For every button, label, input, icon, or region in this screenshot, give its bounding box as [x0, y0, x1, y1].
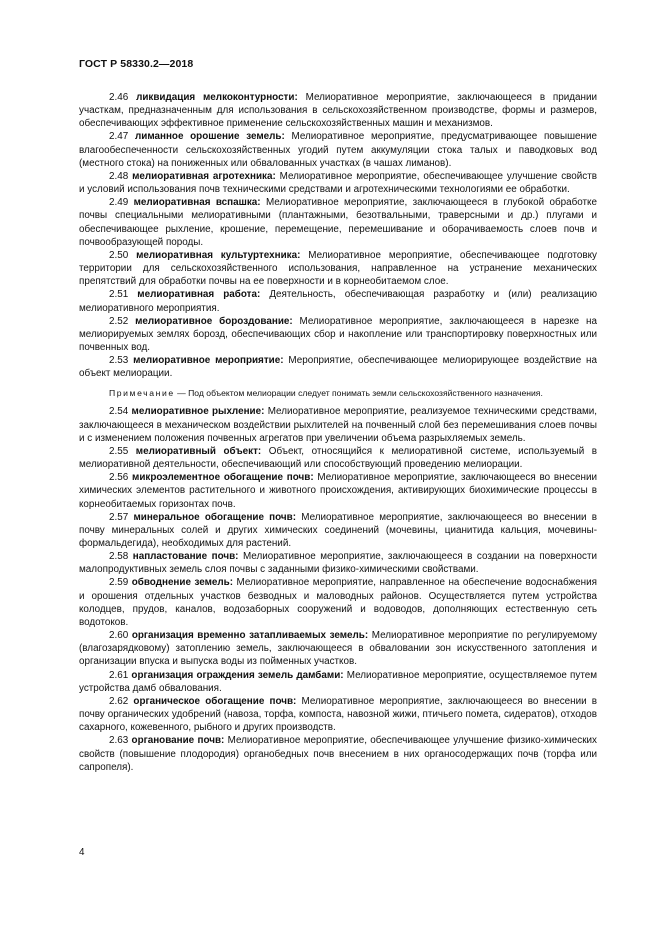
term-definition: Мелиоративное мероприятие по регулируемому (влагозарядковому) затоплению земель, заключающееся в обваловании зон искусственного затопления и организации впуска и выпуска воды из пойменных участков.: [79, 630, 598, 668]
term-name: микроэлементное обогащение почв:: [132, 472, 314, 484]
term-definition: Мелиоративное мероприятие, заключающееся в создании на поверхности малопродуктивных земель слоя почвы с заданными физико-химическими свойствами.: [79, 551, 598, 576]
term-definition: Мелиоративное мероприятие, заключающееся во внесении в почву органических удобрений (навоза, торфа, компоста, навозной жижи, птичьего помета, сидератов), отходов сахарного, кожевенного, рыбного и других производств.: [79, 695, 598, 734]
term-number: 2.50: [109, 249, 129, 261]
term-number: 2.46: [109, 92, 129, 103]
term-name: мелиоративное рыхление:: [131, 406, 265, 418]
term-definition: Мелиоративное мероприятие, заключающееся в глубокой обработке почвы специальными мелиоративными (плантажными, безотвальными, траверсными и др.) плугами и обеспечивающее рыхление, крошение, перемещение, перемешивание и оборачиваемость слоев почв и почвообразующей породы.: [79, 197, 597, 248]
term-name: органическое обогащение почв:: [133, 695, 297, 707]
term-name: мелиоративная агротехника:: [132, 170, 276, 182]
term-definition: Мелиоративное мероприятие, обеспечивающее улучшение свойств и условий использования почв техническими средствами и агротехническими технологиями ее обработки.: [79, 170, 597, 196]
term-definition: Мелиоративное мероприятие, реализуемое техническими средствами, заключающееся в механическом воздействии рыхлителей на почвенный слой без перемешивания слоев почвы и с изменением положения почвенных агрегатов при увеличении объема разрыхляемых земель.: [79, 406, 597, 444]
term-name: минеральное обогащение почв:: [133, 511, 297, 523]
term-name: мелиоративное мероприятие:: [133, 355, 284, 367]
term-name: организация ограждения земель дамбами:: [131, 669, 344, 681]
terms-list-before-note: [79, 91, 597, 380]
term-definition: Деятельность, обеспечивающая разработку и (или) реализацию мелиоративного мероприятия.: [79, 289, 597, 314]
term-entry: [79, 511, 597, 550]
term-definition: Мелиоративное мероприятие, направленное на обеспечение водоснабжения и орошения отдельных участков безводных и маловодных районов. Осуществляется путем устройства колодцев, прудов, каналов, водозаборных сооружений и водоводов, дополняющих естественную сеть водотоков.: [79, 577, 597, 628]
term-number: 2.56: [109, 472, 129, 484]
document-body: [79, 91, 597, 774]
term-definition: Мелиоративное мероприятие, осуществляемое путем устройства дамб обвалования.: [79, 669, 598, 694]
term-name: мелиоративная культуртехника:: [136, 249, 301, 261]
term-number: 2.60: [109, 630, 129, 642]
term-name: мелиоративное бороздование:: [135, 315, 293, 327]
term-number: 2.54: [109, 406, 129, 418]
term-number: 2.61: [109, 669, 129, 681]
term-name: напластование почв:: [132, 551, 239, 563]
term-number: 2.57: [109, 511, 129, 523]
term-entry: [79, 196, 597, 249]
term-entry: [79, 734, 597, 773]
term-entry: [79, 445, 597, 471]
term-name: мелиоративный объект:: [135, 445, 262, 457]
term-definition: Мелиоративное мероприятие, заключающееся во внесении химических элементов растительного и животного происхождения, активирующих биохимические процессы в корнеобитаемых горизонтах почв.: [79, 472, 598, 510]
term-definition: Мелиоративное мероприятие, заключающееся в придании участкам, предназначенным для использования в сельскохозяйственном производстве, формы и размеров, обеспечивающих эффективное применение сельскохозяйственных машин и механизмов.: [79, 92, 598, 130]
term-entry: [79, 354, 597, 380]
term-number: 2.63: [109, 735, 129, 747]
term-number: 2.51: [109, 289, 129, 301]
term-name: организация временно затапливаемых земель:: [131, 630, 369, 642]
term-number: 2.52: [109, 315, 129, 327]
term-name: лиманное орошение земель:: [134, 131, 285, 143]
term-definition: Мелиоративное мероприятие, предусматривающее повышение влагообеспеченности сельскохозяйственных угодий путем аккумуляции стока талых и паводковых вод (местного стока) на пониженных или обвалованных участках (в чашах лиманов).: [79, 131, 598, 169]
term-number: 2.62: [109, 695, 129, 707]
term-entry: [79, 130, 597, 169]
term-entry: [79, 669, 597, 695]
term-definition: Мелиоративное мероприятие, обеспечивающее улучшение физико-химических свойств (повышение плодородия) органобедных почв внесением в них органосодержащих почв (торфа или сапропеля).: [79, 735, 597, 773]
term-number: 2.53: [109, 355, 129, 367]
note-text: — Под объектом мелиорации следует понимать земли сельскохозяйственного назначения.: [177, 388, 543, 399]
term-name: обводнение земель:: [131, 577, 234, 589]
term-entry: [79, 170, 597, 196]
term-definition: Мероприятие, обеспечивающее мелиорирующее воздействие на объект мелиорации.: [79, 355, 597, 380]
page-number: 4: [79, 847, 85, 858]
note: [79, 387, 597, 399]
term-number: 2.55: [109, 445, 129, 457]
term-number: 2.47: [109, 131, 129, 143]
term-entry: [79, 550, 597, 576]
term-name: ликвидация мелкоконтурности:: [136, 92, 298, 103]
term-definition: Мелиоративное мероприятие, заключающееся во внесении в почву минеральных солей и других химических соединений (мочевины, цианитида кальция, мочевины-формальдегида), необходимых для растений.: [79, 511, 598, 549]
terms-list-after-note: [79, 405, 597, 773]
standard-code-header: ГОСТ Р 58330.2—2018: [79, 58, 194, 70]
term-entry: [79, 576, 597, 629]
term-number: 2.59: [109, 577, 129, 589]
term-entry: [79, 91, 597, 130]
term-entry: [79, 249, 597, 288]
term-number: 2.58: [109, 551, 129, 563]
term-entry: [79, 629, 597, 668]
term-entry: [79, 471, 597, 510]
term-name: мелиоративная работа:: [137, 289, 261, 301]
note-label: Примечание: [109, 388, 175, 399]
term-entry: [79, 288, 597, 314]
term-name: органование почв:: [131, 735, 225, 747]
term-number: 2.49: [109, 197, 129, 209]
term-number: 2.48: [109, 170, 129, 182]
term-entry: [79, 405, 597, 444]
term-entry: [79, 315, 597, 354]
term-entry: [79, 695, 597, 734]
term-definition: Мелиоративное мероприятие, заключающееся в нарезке на мелиорируемых землях борозд, обеспечивающих сбор и накопление или транспортировку поверхностных или почвенных вод.: [79, 315, 597, 353]
term-name: мелиоративная вспашка:: [133, 197, 261, 209]
term-definition: Объект, относящийся к мелиоративной системе, используемый в мелиоративной деятельности, обеспечивающий или способствующий проведению мелиорации.: [79, 445, 597, 471]
term-definition: Мелиоративное мероприятие, обеспечивающее подготовку территории для сельскохозяйственного использования, направленное на устранение механических препятствий для обработки почвы на ее поверхности и в корнеобитаемом слое.: [79, 249, 597, 288]
